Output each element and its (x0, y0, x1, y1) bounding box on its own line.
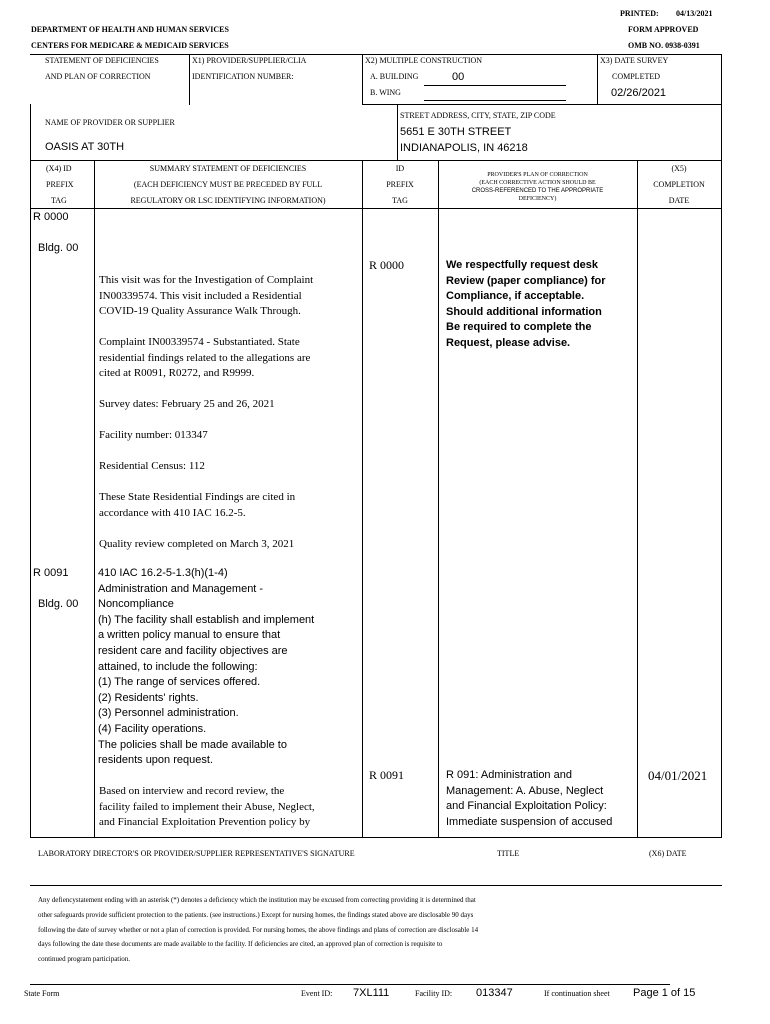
statement-label-1: STATEMENT OF DEFICIENCIES (45, 56, 159, 65)
x6-date-label: (X6) DATE (649, 849, 687, 858)
findings-para-2: Based on interview and record review, the facility failed to implement their Abuse, Neglect, and Financial Exploitation Prevention policy by (99, 785, 315, 829)
disclaimer-footnote: Any defiencystatement ending with an asterisk (*) denotes a deficiency which the institution may be excused from correcting providing it is determined that other safeguards provide sufficient protection to the patients. (see instructions.) Except for nursing homes, the findings stated above are disclosable 90 days following the date of survey whether or not a plan of correction is provided. For nursing homes, the above findings and plans of correction are disclosable 14 days following the date these documents are made available to the facility. If deficiencies are cited, an approved plan of correction is requisite to continued program participation. (38, 896, 479, 964)
address-label: STREET ADDRESS, CITY, STATE, ZIP CODE (400, 111, 556, 120)
form-approved: FORM APPROVED (628, 25, 699, 34)
id-header-1: ID (395, 164, 405, 173)
page-number: Page 1 of 15 (633, 987, 696, 999)
right-tag-r0000: R 0000 (369, 258, 405, 272)
x5-header-3: DATE (668, 196, 690, 205)
plan-header-4: DEFICIENCY) (518, 196, 557, 202)
x3-label: X3) DATE SURVEY (600, 56, 669, 65)
survey-dates: Survey dates: February 25 and 26, 2021 (99, 398, 275, 410)
facility-id-value: 013347 (476, 987, 513, 999)
centers-title: CENTERS FOR MEDICARE & MEDICAID SERVICES (31, 41, 229, 50)
bldg-label-2: Bldg. 00 (38, 598, 79, 610)
x4-header-1: (X4) ID (46, 164, 72, 173)
summary-header-1: SUMMARY STATEMENT OF DEFICIENCIES (149, 164, 307, 173)
title-label: TITLE (497, 849, 520, 858)
findings-para: These State Residential Findings are cited in accordance with 410 IAC 16.2-5. (99, 491, 296, 519)
right-tag-r0091: R 0091 (369, 768, 405, 782)
provider-name: OASIS AT 30TH (45, 141, 125, 153)
id-header-3: TAG (392, 196, 408, 205)
signature-label: LABORATORY DIRECTOR'S OR PROVIDER/SUPPLIER REPRESENTATIVE'S SIGNATURE (38, 849, 355, 858)
a-building-value: 00 (452, 71, 465, 83)
address-line-1: 5651 E 30TH STREET (400, 126, 512, 138)
provider-name-label: NAME OF PROVIDER OR SUPPLIER (45, 118, 175, 127)
plan-header-1: PROVIDER'S PLAN OF CORRECTION (487, 172, 588, 178)
tag-r0000: R 0000 (33, 211, 69, 223)
facility-number: Facility number: 013347 (99, 429, 208, 441)
printed-date: 04/13/2021 (676, 9, 713, 18)
b-wing-label: B. WING (370, 88, 401, 97)
address-line-2: INDIANAPOLIS, IN 46218 (400, 142, 528, 154)
event-id-label: Event ID: (301, 989, 333, 998)
summary-header-3: REGULATORY OR LSC IDENTIFYING INFORMATION) (130, 196, 326, 205)
summary-para-2: Complaint IN00339574 - Substantiated. State residential findings related to the allegations are cited at R0091, R0272, and R9999. (99, 336, 311, 380)
x5-header-1: (X5) (671, 164, 687, 173)
residential-census: Residential Census: 112 (99, 460, 205, 472)
plan-of-correction-1: We respectfully request desk Review (paper compliance) for Compliance, if acceptable. Should additional information Be required to complete the Request, please advise. (446, 259, 606, 349)
summary-para-1: This visit was for the Investigation of Complaint IN00339574. This visit included a Residential COVID-19 Quality Assurance Walk Through. (99, 274, 314, 318)
continuation-label: If continuation sheet (544, 989, 610, 998)
x4-header-2: PREFIX (46, 180, 74, 189)
id-header-2: PREFIX (386, 180, 414, 189)
state-form-label: State Form (24, 989, 60, 998)
summary-header-2: (EACH DEFICIENCY MUST BE PRECEDED BY FULL (133, 180, 323, 189)
quality-review: Quality review completed on March 3, 2021 (99, 538, 295, 550)
completion-date-2: 04/01/2021 (648, 768, 708, 783)
plan-header-2: (EACH CORRECTIVE ACTION SHOULD BE (479, 180, 596, 186)
plan-of-correction-2: R 091: Administration and Management: A. Abuse, Neglect and Financial Exploitation Policy: Immediate suspension of accused (446, 769, 613, 828)
facility-id-label: Facility ID: (415, 989, 453, 998)
event-id-value: 7XL111 (353, 987, 390, 999)
x4-header-3: TAG (51, 196, 67, 205)
printed-label: PRINTED: (620, 9, 659, 18)
plan-header-3: CROSS-REFERENCED TO THE APPROPRIATE (471, 188, 604, 194)
survey-completed-date: 02/26/2021 (611, 87, 667, 99)
x1-label: X1) PROVIDER/SUPPLIER/CLIA (192, 56, 307, 65)
a-building-label: A. BUILDING (370, 72, 419, 81)
bldg-label-1: Bldg. 00 (38, 242, 79, 254)
omb-number: OMB NO. 0938-0391 (628, 41, 700, 50)
x1-label-2: IDENTIFICATION NUMBER: (192, 72, 294, 81)
x3-label-2: COMPLETED (612, 72, 660, 81)
x5-header-2: COMPLETION (653, 180, 705, 189)
statement-label-2: AND PLAN OF CORRECTION (45, 72, 151, 81)
regulation-text: 410 IAC 16.2-5-1.3(h)(1-4) Administration and Management - Noncompliance (h) The facility shall establish and implement a written policy manual to ensure that resident care and facility objectives are attained, to include the following: (1) The range of services offered. (2) Residents' rights. (3) Personnel administration. (4) Facility operations. The policies shall be made available to residents upon request. (98, 567, 315, 767)
tag-r0091: R 0091 (33, 567, 69, 579)
x2-label: X2) MULTIPLE CONSTRUCTION (365, 56, 483, 65)
department-title: DEPARTMENT OF HEALTH AND HUMAN SERVICES (31, 25, 229, 34)
